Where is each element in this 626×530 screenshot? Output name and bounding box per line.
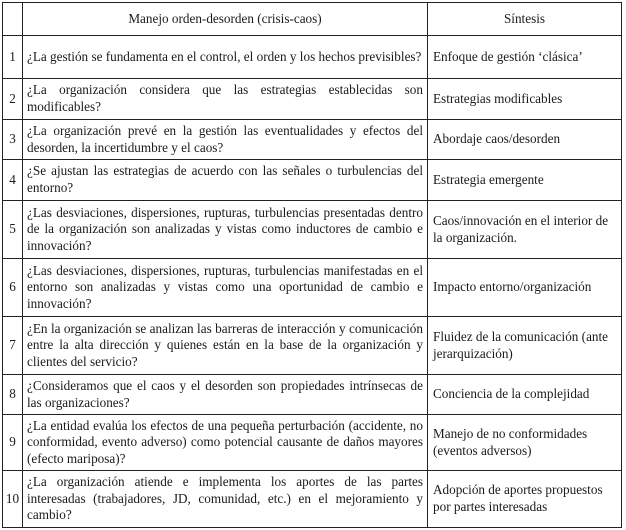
- row-synthesis: Estrategia emergente: [428, 160, 622, 201]
- header-question: Manejo orden-desorden (crisis-caos): [23, 3, 428, 36]
- row-number: 7: [3, 317, 23, 375]
- row-synthesis: Abordaje caos/desorden: [428, 120, 622, 160]
- row-question: ¿La gestión se fundamenta en el control, el orden y los hechos previsibles?: [23, 36, 428, 79]
- table-row: [3, 36, 622, 79]
- table-row: [3, 471, 622, 528]
- header-row: [3, 3, 622, 36]
- row-number: 6: [3, 259, 23, 317]
- row-synthesis: Impacto entorno/organización: [428, 259, 622, 317]
- row-synthesis: Adopción de aportes propuestos por partes interesadas: [428, 471, 622, 528]
- row-synthesis: Conciencia de la complejidad: [428, 375, 622, 415]
- row-question: ¿Consideramos que el caos y el desorden son propiedades intrínsecas de las organizaciones?: [23, 375, 428, 415]
- row-question: ¿Las desviaciones, dispersiones, rupturas, turbulencias presentadas dentro de la organización son analizadas y vistas como inductores de cambio e innovación?: [23, 201, 428, 259]
- header-number-cell: [3, 3, 23, 36]
- row-number: 4: [3, 160, 23, 201]
- table-row: [3, 259, 622, 317]
- row-number: 9: [3, 415, 23, 471]
- row-question: ¿Se ajustan las estrategias de acuerdo con las señales o turbulencias del entorno?: [23, 160, 428, 201]
- row-number: 1: [3, 36, 23, 79]
- table-row: [3, 160, 622, 201]
- row-synthesis: Enfoque de gestión ‘clásica’: [428, 36, 622, 79]
- row-question: ¿La organización considera que las estrategias establecidas son modificables?: [23, 79, 428, 120]
- table-row: [3, 79, 622, 120]
- table-row: [3, 317, 622, 375]
- row-number: 10: [3, 471, 23, 528]
- crisis-chaos-table: [2, 2, 622, 528]
- row-synthesis: Estrategias modificables: [428, 79, 622, 120]
- table-row: [3, 120, 622, 160]
- row-number: 3: [3, 120, 23, 160]
- table-row: [3, 375, 622, 415]
- row-synthesis: Manejo de no conformidades (eventos adversos): [428, 415, 622, 471]
- row-question: ¿En la organización se analizan las barreras de interacción y comunicación entre la alta dirección y quienes están en la base de la organización y clientes del servicio?: [23, 317, 428, 375]
- row-question: ¿Las desviaciones, dispersiones, rupturas, turbulencias manifestadas en el entorno son analizadas y vistas como una oportunidad de cambio e innovación?: [23, 259, 428, 317]
- row-question: ¿La entidad evalúa los efectos de una pequeña perturbación (accidente, no conformidad, evento adverso) como potencial causante de daños mayores (efecto mariposa)?: [23, 415, 428, 471]
- row-question: ¿La organización atiende e implementa los aportes de las partes interesadas (trabajadores, JD, comunidad, etc.) en el mejoramiento y cambio?: [23, 471, 428, 528]
- row-number: 2: [3, 79, 23, 120]
- row-synthesis: Fluidez de la comunicación (ante jerarquización): [428, 317, 622, 375]
- table-row: [3, 415, 622, 471]
- header-synthesis: Síntesis: [428, 3, 622, 36]
- row-number: 8: [3, 375, 23, 415]
- row-question: ¿La organización prevé en la gestión las eventualidades y efectos del desorden, la incertidumbre y el caos?: [23, 120, 428, 160]
- row-number: 5: [3, 201, 23, 259]
- row-synthesis: Caos/innovación en el interior de la organización.: [428, 201, 622, 259]
- table-row: [3, 201, 622, 259]
